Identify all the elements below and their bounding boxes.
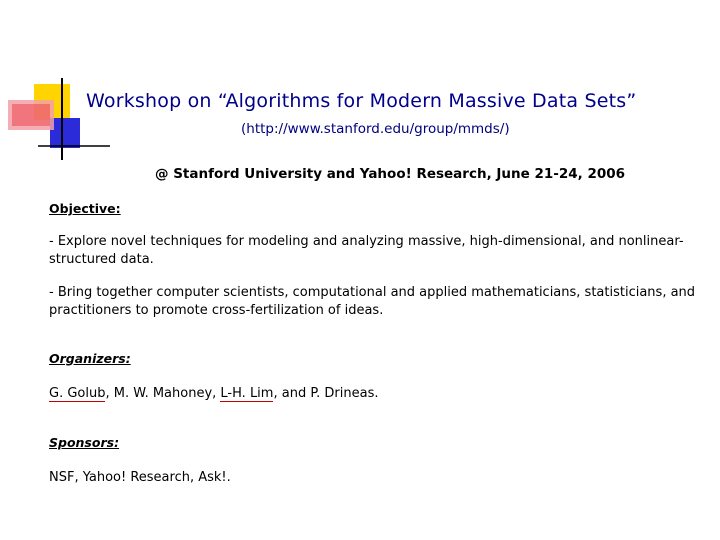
organizer-mahoney: , M. W. Mahoney, (105, 386, 221, 401)
organizer-lim[interactable]: L-H. Lim (220, 386, 274, 401)
objective-bullet-2: - Bring together computer scientists, computational and applied mathematicians, statisticians, and practitioners to promote cross-fertilization of ideas. (49, 285, 696, 318)
workshop-url[interactable]: (http://www.stanford.edu/group/mmds/) (241, 121, 510, 137)
red-square-core (12, 104, 50, 126)
venue-date: @ Stanford University and Yahoo! Research, June 21-24, 2006 (155, 166, 626, 182)
organizer-golub[interactable]: G. Golub (49, 386, 106, 401)
organizers-heading: Organizers: (49, 351, 131, 366)
workshop-title: Workshop on “Algorithms for Modern Massive Data Sets” (86, 90, 637, 112)
organizers-list (49, 386, 378, 401)
decorative-squares (0, 0, 110, 170)
objective-bullet-1: - Explore novel techniques for modeling and analyzing massive, high-dimensional, and nonlinear-structured data. (49, 234, 684, 267)
sponsors-heading: Sponsors: (49, 435, 120, 450)
blue-square (50, 118, 80, 148)
sponsors-list: NSF, Yahoo! Research, Ask!. (49, 470, 231, 485)
organizer-drineas: , and P. Drineas. (273, 386, 379, 401)
objective-heading: Objective: (49, 201, 121, 216)
